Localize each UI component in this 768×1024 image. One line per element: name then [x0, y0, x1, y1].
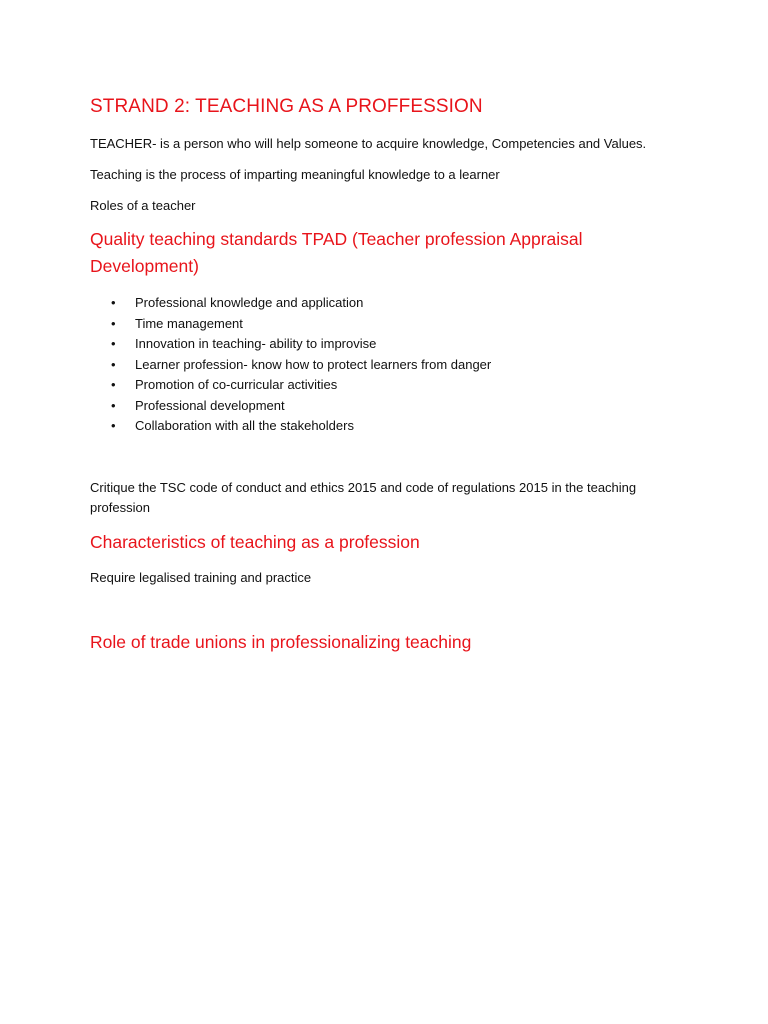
list-item-text: Professional development: [135, 397, 285, 413]
list-item: [90, 314, 690, 335]
bullet-icon: •: [111, 377, 116, 392]
paragraph-critique: Critique the TSC code of conduct and ethics 2015 and code of regulations 2015 in the teaching profession: [90, 479, 637, 515]
paragraph-teaching-definition: Teaching is the process of imparting meaningful knowledge to a learner: [90, 167, 500, 182]
list-item: [90, 375, 690, 396]
heading-tpad: Quality teaching standards TPAD (Teacher profession Appraisal Development): [90, 229, 583, 276]
list-item-text: Collaboration with all the stakeholders: [135, 418, 354, 433]
paragraph-teacher-definition: TEACHER- is a person who will help someone to acquire knowledge, Competencies and Values.: [90, 136, 647, 151]
list-item: [90, 293, 690, 314]
list-item-text: Time management: [135, 315, 243, 331]
bullet-icon: •: [111, 356, 116, 372]
list-item: [90, 355, 690, 376]
heading-characteristics: Characteristics of teaching as a profession: [90, 531, 420, 552]
list-item: [90, 416, 690, 437]
list-item-text: Promotion of co-curricular activities: [135, 377, 338, 392]
list-item: [90, 396, 690, 417]
paragraph-require-training: Require legalised training and practice: [90, 569, 312, 585]
bullet-icon: •: [111, 295, 116, 310]
paragraph-roles-of-teacher: Roles of a teacher: [90, 198, 196, 213]
document-page: [90, 94, 690, 656]
document-title: STRAND 2: TEACHING AS A PROFFESSION: [90, 96, 483, 117]
list-item: [90, 334, 690, 355]
list-item-text: Learner profession- know how to protect learners from danger: [135, 356, 492, 372]
heading-trade-unions: Role of trade unions in professionalizing teaching: [90, 631, 472, 652]
bullet-icon: •: [111, 315, 116, 331]
bullet-icon: •: [111, 397, 116, 413]
tpad-list: [90, 293, 690, 437]
bullet-icon: •: [111, 418, 116, 433]
bullet-icon: •: [111, 336, 116, 351]
list-item-text: Professional knowledge and application: [135, 295, 364, 310]
list-item-text: Innovation in teaching- ability to improvise: [135, 336, 377, 351]
